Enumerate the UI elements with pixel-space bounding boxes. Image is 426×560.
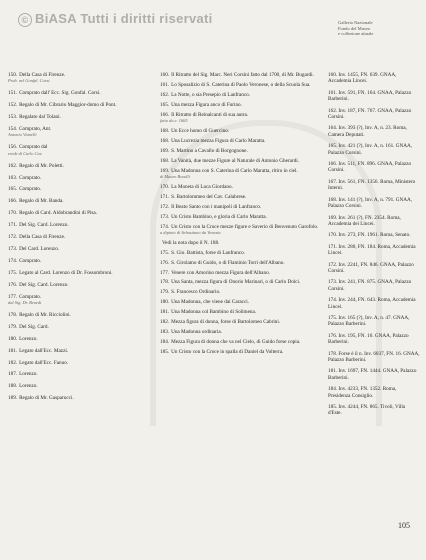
catalogue-entry	[328, 297, 420, 310]
entry-text: 169. Inv. 261 (?), FN. 2354. Roma, Accademia dei Lincei.	[328, 214, 401, 227]
catalogue-entry	[328, 244, 420, 257]
catalogue-entry	[160, 102, 350, 108]
entry-number: 185.	[160, 348, 170, 355]
catalogue-entry	[8, 72, 128, 85]
entry-text: 173. Inv. 241, FN. 875. GNAA, Palazzo Corsini.	[328, 279, 412, 292]
catalogue-entry	[160, 270, 350, 276]
entry-text: Del Sig. Card. Lorenzo.	[19, 281, 69, 288]
catalogue-entry	[8, 90, 128, 96]
entry-text: S. Bartolommeo del Cav. Calabrese.	[171, 193, 247, 200]
description-column	[160, 72, 350, 359]
entry-number: 166.	[8, 198, 18, 205]
entry-number: 188.	[8, 383, 18, 390]
entry-number: 172.	[8, 234, 18, 241]
entry-text: 166. Inv. 511, FN. 896. GNAA, Palazzo Corsini.	[328, 161, 412, 174]
entry-text: Il Beato Santo con i manipoli di Lanfranco.	[171, 203, 262, 210]
entry-text: Lo Sposalizio di S. Caterina di Paolo Veronese, o della Scuola Sua.	[171, 81, 311, 88]
inventory-column	[328, 72, 420, 422]
catalogue-entry	[328, 315, 420, 328]
entry-number: 169.	[160, 147, 170, 154]
entry-number: 168.	[160, 127, 170, 134]
catalogue-entry	[328, 232, 420, 238]
catalogue-entry	[328, 404, 420, 417]
catalogue-entry	[328, 351, 420, 364]
entry-text: Regalo di Mr. Gasparucci.	[19, 395, 74, 402]
entry-text: S. Girolamo di Guido, o di Flaminio Torri dell'Albano.	[171, 259, 285, 266]
entry-text: Una Madonna, che viene dai Caracci.	[171, 299, 249, 306]
catalogue-entry	[328, 125, 420, 138]
catalogue-entry	[8, 163, 128, 169]
entry-text: Un Ecce homo di Guercino.	[171, 127, 230, 134]
catalogue-entry	[160, 339, 350, 345]
entry-text: Una mezza Figura anco di Furino.	[171, 101, 242, 108]
entry-number: 154.	[8, 126, 18, 133]
copyright-icon: ©	[18, 13, 32, 27]
entry-text: 162. Inv. 187, FN. 767. GNAA, Palazzo Corsini.	[328, 107, 412, 121]
entry-number: 169.	[160, 167, 170, 174]
entry-text: Un Cristo con la Croce in spalla di Daniel da Volterra.	[171, 348, 284, 355]
entry-number: 151.	[8, 90, 18, 97]
catalogue-entry	[160, 289, 350, 295]
entry-number: 153.	[8, 114, 18, 121]
entry-text: Comprato.	[19, 257, 42, 264]
entry-number: 156.	[8, 144, 18, 151]
catalogue-entry	[160, 168, 350, 181]
catalogue-entry	[160, 329, 350, 335]
entry-text: Mezza figura di donna, forse di Bartolomeo Cabrini.	[171, 319, 281, 326]
entry-text: Del Sig. Card. Lorenzo.	[19, 222, 69, 229]
catalogue-entry	[8, 336, 128, 342]
page-number: 105	[398, 521, 410, 530]
catalogue-entry	[8, 144, 128, 157]
entry-number: 182.	[160, 319, 170, 326]
entry-text: Una Madonna con S. Caterina di Carlo Maratta, ritiro in ciel.	[171, 167, 298, 174]
entry-text: Comprato.	[19, 186, 42, 193]
entry-number: 174.	[160, 223, 170, 230]
entry-number: 175.	[8, 269, 18, 276]
catalogue-entry	[8, 371, 128, 377]
entry-number: 177.	[160, 269, 170, 276]
catalogue-entry	[8, 312, 128, 318]
entry-number: 170.	[8, 210, 18, 217]
catalogue-entry	[8, 175, 128, 181]
entry-text: Legato al Card. Lorenzo di Dr. Fossombroni.	[19, 269, 113, 276]
catalogue-entry	[160, 112, 350, 125]
provenance-column	[8, 72, 128, 407]
catalogue-entry	[8, 282, 128, 288]
catalogue-entry	[8, 294, 128, 307]
catalogue-entry	[160, 224, 350, 237]
catalogue-entry	[8, 222, 128, 228]
entry-text: 176. Inv. 195, FN. 16. GNAA, Palazzo Barberini.	[328, 332, 409, 346]
entry-text: Una Madonna ordinaria.	[171, 328, 222, 335]
entry-text: La Notte, o sia Presepio di Lanfranco.	[171, 91, 251, 98]
entry-text: 164. Inv. 393 (?), Inv. A, n. 23. Roma, Camera Deputati.	[328, 125, 407, 138]
entry-text: 161. Inv. 591, FN. 164. GNAA, Palazzo Barberini.	[328, 89, 412, 103]
entry-number: 187.	[8, 371, 18, 378]
entry-number: 176.	[160, 259, 170, 266]
entry-text: Regalo di Mr. Banda.	[19, 198, 64, 205]
entry-text: Lorenzo.	[19, 383, 38, 390]
entry-number: 176.	[8, 281, 18, 288]
catalogue-entry	[328, 72, 420, 85]
page-header	[338, 20, 408, 37]
entry-note: dal Sig. Dr. Benedi	[8, 300, 42, 306]
catalogue-entry	[160, 92, 350, 98]
catalogue-entry	[328, 143, 420, 156]
entry-number: 168.	[160, 157, 170, 164]
entry-note: di Mauro Bosulli	[160, 173, 190, 179]
entry-number: 165.	[8, 186, 18, 193]
entry-text: Della Casa di Firenze.	[19, 72, 66, 78]
entry-number: 173.	[160, 213, 170, 220]
entry-number: 174.	[8, 257, 18, 264]
entry-text: Legato dall'Ecc. Mazzi.	[19, 347, 69, 354]
watermark-text: BiASA Tutti i diritti riservati	[35, 11, 213, 26]
entry-number: 173.	[8, 246, 18, 252]
entry-text: 185. Inv. 4244, FN. 865. Tivoli, Villa d'Este.	[328, 404, 406, 417]
entry-text: S. Francesco Ordinario.	[171, 289, 221, 296]
entry-text: Una Madonna col Bambino di Solimena.	[171, 309, 257, 316]
entry-text: Comprato, Ant.	[19, 126, 52, 133]
catalogue-entry	[8, 348, 128, 354]
entry-number: 179.	[160, 289, 170, 296]
catalogue-entry	[328, 161, 420, 174]
entry-text: Un Cristo Bambino, e gloria di Carlo Maratta.	[171, 213, 267, 220]
catalogue-entry	[8, 246, 128, 252]
entry-number: 181.	[8, 347, 18, 354]
entry-text: Comprato.	[19, 174, 42, 181]
entry-number: 180.	[8, 335, 18, 342]
entry-number: 184.	[160, 338, 170, 345]
entry-note: Prob. nel Gonfal. Corsi.	[8, 78, 51, 84]
entry-note: fatto da e. 1665	[160, 118, 188, 124]
catalogue-entry	[328, 179, 420, 192]
entry-text: Del Card. Lorenzo.	[19, 246, 60, 252]
catalogue-entry	[8, 383, 128, 389]
entry-number: 181.	[160, 309, 170, 316]
catalogue-entry	[328, 333, 420, 346]
catalogue-entry	[160, 309, 350, 315]
catalogue-entry	[160, 214, 350, 220]
entry-number: 163.	[8, 174, 18, 181]
entry-number: 168.	[160, 137, 170, 144]
entry-text: Comprato dal	[19, 144, 48, 151]
catalogue-entry	[328, 262, 420, 275]
catalogue-entry	[8, 102, 128, 108]
catalogue-entry	[160, 128, 350, 134]
entry-text: Comprato dall' Ecc. Sig. Gonfal. Corsi.	[19, 90, 101, 97]
entry-text: 168. Inv. 141 (?), Inv. A, n. 791. GNAA, Palazzo Corsini.	[328, 196, 413, 210]
entry-number: 171.	[160, 193, 170, 200]
header-line: e collezione attuale	[338, 31, 374, 37]
catalogue-entry	[8, 114, 128, 120]
catalogue-entry	[160, 72, 350, 78]
catalogue-entry	[328, 108, 420, 121]
catalogue-entry	[160, 299, 350, 305]
catalogue-entry	[8, 186, 128, 192]
entry-text: 175. Inv. 165 (?), Inv. A, n. 47. GNAA, Palazzo Barberini.	[328, 314, 410, 328]
catalogue-entry	[160, 240, 350, 246]
entry-number: 172.	[160, 203, 170, 210]
entry-text: La Vanità, due mezze Figure al Naturale di Antonio Gherardi.	[171, 157, 300, 164]
entry-text: 184. Inv. 4233, FN. 1352. Roma, Presidenza Consiglio.	[328, 386, 397, 399]
entry-text: Lorenzo.	[19, 335, 38, 342]
header-line: Galleria Nazionale	[338, 20, 373, 25]
entry-number: 171.	[8, 222, 18, 229]
entry-number: 162.	[8, 162, 18, 169]
catalogue-entry	[8, 234, 128, 240]
catalogue-entry	[160, 260, 350, 266]
catalogue-entry	[328, 279, 420, 292]
entry-note: a dipinto di Sebastiano da Venezia	[160, 229, 221, 235]
entry-text: Una Santa, mezza figura di Onorio Marinari, o di Carlo Dolci.	[171, 279, 301, 286]
catalogue-entry	[8, 395, 128, 401]
catalogue-entry	[8, 210, 128, 216]
entry-text: Regalo di Mr. Ricciolini.	[19, 311, 71, 318]
entry-number: 177.	[8, 293, 18, 300]
catalogue-entry	[160, 204, 350, 210]
entry-text: 167. Inv. 561, FN. 1356. Roma, Ministero Interni.	[328, 178, 416, 192]
entry-note: Antonio Vianelli	[8, 132, 37, 138]
catalogue-entry	[160, 138, 350, 144]
entry-number: 166.	[160, 111, 170, 118]
entry-number: 178.	[160, 279, 170, 286]
entry-text: Regalato dal Tolani.	[19, 114, 61, 121]
entry-text: 181. Inv. 1697, FN. 1444. GNAA, Palazzo Barberini.	[328, 368, 417, 381]
entry-number: 180.	[160, 299, 170, 306]
catalogue-entry	[328, 215, 420, 228]
catalogue-entry	[160, 148, 350, 154]
entry-text: Vedi la nota dopo il N. 188.	[162, 239, 220, 246]
entry-text: Una Lucrezia mezza Figura di Carlo Maratta.	[171, 137, 266, 144]
catalogue-entry	[160, 279, 350, 285]
entry-text: Il Ritratto del Sig. Marc. Neri Corsini fatto dal 1700, di Mr. Bugardi.	[171, 72, 314, 78]
entry-text: 174. Inv. 244, FN. 643. Roma, Accademia Lincei.	[328, 297, 416, 310]
entry-number: 161.	[160, 81, 170, 88]
entry-text: 171. Inv. 280, FN. 184. Roma, Accademia Lincei.	[328, 243, 416, 257]
entry-text: 172. Inv. 2241, FN. 846. GNAA, Palazzo Corsini.	[328, 261, 414, 274]
entry-number: 160.	[160, 72, 170, 78]
entry-note: erede di Carlo Cav.	[8, 150, 43, 156]
entry-text: Legato dall'Ecc. Fanuo.	[19, 359, 69, 366]
entry-number: 170.	[160, 183, 170, 190]
entry-text: Regalo di Mr. Poletti.	[19, 162, 64, 169]
entry-text: Un Cristo con la Croce mezze figure e Saverio di Benvenuto Garofolo.	[171, 223, 319, 230]
entry-number: 179.	[8, 323, 18, 330]
entry-text: 165. Inv. 421 (?), Inv. A, n. 161. GNAA, Palazzo Corsini.	[328, 143, 413, 156]
entry-number: 152.	[8, 102, 18, 109]
entry-number: 165.	[160, 101, 170, 108]
entry-text: Venere con Amorino mezza Figura dell'Albano.	[171, 269, 270, 276]
entry-text: Mezza Figura di donna che va nel Cielo, di Guido forse copia.	[171, 338, 301, 345]
entry-text: Il Ritratto di Reinalcanti di sua autra.	[171, 111, 249, 118]
entry-text: 178. Forse è il n. Inv. 6037, FN. 16. GNAA, Palazzo Barberini.	[328, 350, 420, 363]
catalogue-entry	[328, 386, 420, 399]
catalogue-entry	[328, 197, 420, 210]
catalogue-entry	[8, 198, 128, 204]
entry-number: 162.	[160, 91, 170, 98]
entry-text: Comprato.	[19, 293, 42, 300]
catalogue-entry	[160, 319, 350, 325]
entry-text: Regalo di Card. Aldobrandini di Pisa.	[19, 210, 98, 217]
entry-number: 175.	[160, 249, 170, 256]
entry-number: 150.	[8, 72, 18, 78]
catalogue-entry	[160, 194, 350, 200]
catalogue-entry	[160, 184, 350, 190]
catalogue-entry	[160, 349, 350, 355]
catalogue-entry	[8, 324, 128, 330]
catalogue-entry	[8, 270, 128, 276]
header-line: Fondo del Museo	[338, 25, 371, 31]
entry-number: 178.	[8, 311, 18, 318]
entry-text: 170. Inv. 273, FN. 1961. Roma, Senato.	[328, 232, 411, 239]
catalogue-entry	[8, 258, 128, 264]
entry-text: La Moneta di Luca Giordano.	[171, 183, 233, 190]
catalogue-entry	[160, 250, 350, 256]
entry-number: 189.	[8, 395, 18, 402]
entry-text: 160. Inv. 1455, FN. 639. GNAA, Accademia Lincei.	[328, 72, 397, 85]
entry-text: S. Martino a Cavallo di Borgognone.	[171, 147, 248, 154]
catalogue-entry	[8, 360, 128, 366]
catalogue-entry	[160, 158, 350, 164]
catalogue-entry	[8, 126, 128, 139]
entry-text: Regalo di Mr. Cibrario Maggior-domo di Pont.	[19, 102, 117, 109]
entry-text: Del Sig. Card.	[19, 323, 49, 330]
entry-number: 182.	[8, 359, 18, 366]
catalogue-entry	[328, 368, 420, 381]
entry-number: 183.	[160, 328, 170, 335]
entry-text: S. Gio. Battista, forse di Lanfranco.	[171, 249, 245, 256]
catalogue-entry	[160, 82, 350, 88]
entry-text: Lorenzo.	[19, 371, 38, 378]
entry-text: Della Casa di Firenze.	[19, 234, 66, 241]
catalogue-entry	[328, 90, 420, 103]
